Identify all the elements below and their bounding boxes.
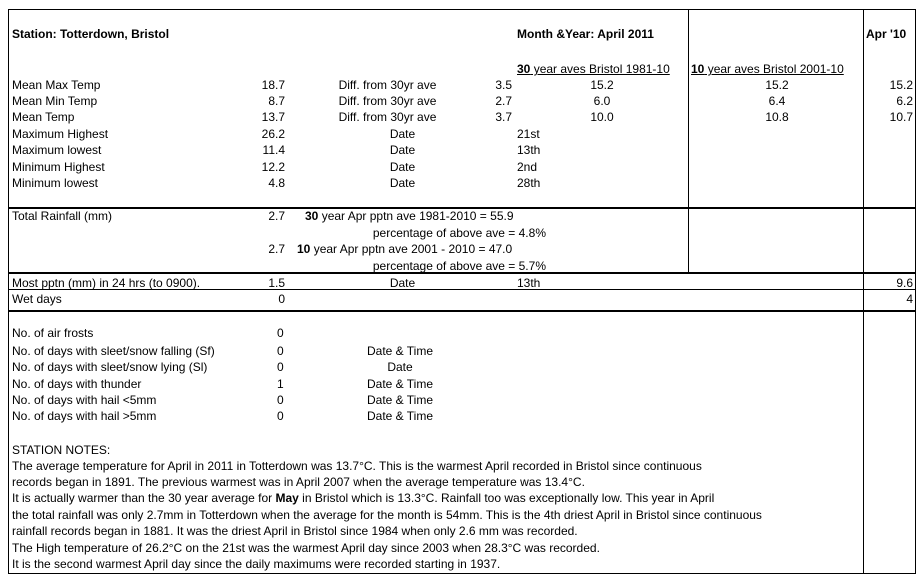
temp-label: Mean Temp: [12, 110, 75, 124]
temp-ave30: 6.0: [593, 94, 611, 108]
rain-value-2: 2.7: [268, 242, 285, 256]
days-mid: Date & Time: [366, 344, 434, 358]
temp-diff: 2.7: [495, 94, 512, 108]
temp-date: 21st: [517, 127, 540, 141]
temp-apr10: 10.7: [889, 110, 913, 124]
border-right: [915, 9, 916, 573]
temp-value: 18.7: [261, 78, 285, 92]
temp-label: Maximum lowest: [12, 143, 102, 157]
rain-ave30: [305, 209, 514, 223]
days-value: 0: [277, 393, 284, 407]
days-label: No. of days with hail <5mm: [12, 393, 157, 407]
temp-value: 13.7: [261, 110, 285, 124]
temp-mid: Diff. from 30yr ave: [338, 78, 437, 92]
temp-label: Mean Max Temp: [12, 78, 101, 92]
apr10-header: Apr '10: [866, 27, 907, 41]
temp-ave10: 6.4: [768, 94, 786, 108]
notes-line-6: The High temperature of 26.2°C on the 21st was the warmest April day since 2003 when 28.3°C was recorded.: [12, 541, 600, 555]
border-bottom: [8, 573, 916, 574]
days-label: No. of days with hail >5mm: [12, 409, 157, 423]
days-mid: Date & Time: [366, 393, 434, 407]
rain-ave10-years: 10: [297, 242, 311, 256]
temp-diff: 3.7: [495, 110, 512, 124]
border-left: [8, 9, 9, 573]
temp-label: Maximum Highest: [12, 127, 109, 141]
temp-mid: Diff. from 30yr ave: [338, 94, 437, 108]
temp-diff: 3.5: [495, 78, 512, 92]
ave10-header-text: year aves Bristol 2001-10: [704, 62, 844, 76]
temp-ave30: 15.2: [590, 78, 614, 92]
days-value: 0: [277, 344, 284, 358]
rain-ave30-years: 30: [305, 209, 319, 223]
temp-apr10: 15.2: [889, 78, 913, 92]
days-label: No. of days with sleet/snow lying (Sl): [12, 360, 208, 374]
divider-days-top: [8, 310, 916, 312]
wet-days-apr10: 4: [906, 292, 913, 306]
pptn-label: Most pptn (mm) in 24 hrs (to 0900).: [12, 276, 201, 290]
rain-label: Total Rainfall (mm): [12, 209, 113, 223]
days-value: 1: [277, 377, 284, 391]
temp-date: 13th: [517, 143, 541, 157]
days-label: No. of days with sleet/snow falling (Sf): [12, 344, 215, 358]
station-title: Station: Totterdown, Bristol: [12, 27, 170, 41]
temp-label: Mean Min Temp: [12, 94, 98, 108]
ave10-header-years: 10: [691, 62, 705, 76]
temp-mid: Date: [389, 127, 416, 141]
temp-ave10: 10.8: [765, 110, 789, 124]
pptn-value: 1.5: [268, 276, 285, 290]
temp-value: 8.7: [268, 94, 285, 108]
temp-mid: Date: [389, 143, 416, 157]
rain-ave10: [297, 242, 512, 256]
ave10-header: [691, 62, 844, 76]
days-value: 0: [277, 360, 284, 374]
pptn-mid: Date: [389, 276, 416, 290]
notes-line-3-end: in Bristol which is 13.3°C. Rainfall too was exceptionally low. This year in April: [298, 491, 715, 505]
notes-line-3-month: May: [275, 491, 299, 505]
temp-value: 11.4: [262, 143, 285, 157]
days-mid: Date: [387, 360, 413, 374]
ave30-header: [517, 62, 670, 76]
ave30-header-text: year aves Bristol 1981-10: [530, 62, 670, 76]
temp-apr10: 6.2: [896, 94, 913, 108]
rain-value-1: 2.7: [268, 209, 285, 223]
temp-value: 12.2: [261, 160, 285, 174]
temp-ave30: 10.0: [590, 110, 614, 124]
rain-ave10-text: year Apr pptn ave 2001 - 2010 = 47.0: [310, 242, 513, 256]
border-top: [8, 9, 916, 10]
days-label: No. of days with thunder: [12, 377, 142, 391]
days-mid: Date & Time: [366, 409, 434, 423]
temp-mid: Date: [389, 176, 416, 190]
temp-date: 28th: [517, 176, 541, 190]
divider-apr10-left: [863, 9, 864, 573]
temp-mid: Date: [389, 160, 416, 174]
temp-label: Minimum Highest: [12, 160, 105, 174]
days-value: 0: [277, 409, 284, 423]
notes-line-2: records began in 1891. The previous warmest was in April 2007 when the average temperature was 13.4°C.: [12, 475, 585, 489]
pptn-apr10: 9.6: [896, 276, 913, 290]
rain-pct-1: percentage of above ave = 4.8%: [372, 226, 546, 240]
notes-line-3-start: It is actually warmer than the 30 year average for: [12, 491, 276, 505]
wet-days-label: Wet days: [12, 292, 62, 306]
temp-label: Minimum lowest: [12, 176, 99, 190]
temp-mid: Diff. from 30yr ave: [338, 110, 437, 124]
rain-pct-2: percentage of above ave = 5.7%: [372, 259, 546, 273]
days-mid: Date & Time: [366, 377, 434, 391]
notes-line-5: rainfall records began in 1881. It was the driest April in Bristol since 1984 when only 2.6 mm was recorded.: [12, 524, 578, 538]
days-label: No. of air frosts: [12, 326, 94, 340]
temp-value: 26.2: [261, 127, 285, 141]
notes-line-4: the total rainfall was only 2.7mm in Totterdown when the average for the month is 54mm. This is the 4th driest April in Bristol since continuous: [12, 508, 762, 522]
temp-value: 4.8: [268, 176, 285, 190]
temp-date: 2nd: [517, 160, 538, 174]
notes-line-3: [12, 491, 714, 505]
notes-line-7: It is the second warmest April day since the daily maximums were recorded starting in 1937.: [12, 557, 501, 571]
month-year-title: Month &Year: April 2011: [517, 27, 654, 41]
pptn-date: 13th: [517, 276, 541, 290]
wet-days-value: 0: [278, 292, 285, 306]
notes-title: STATION NOTES:: [12, 443, 111, 457]
temp-ave10: 15.2: [765, 78, 789, 92]
notes-line-1: The average temperature for April in 2011 in Totterdown was 13.7°C. This is the warmest April recorded in Bristol since continuous: [12, 459, 702, 473]
divider-ave10-left: [688, 9, 689, 273]
ave30-header-years: 30: [517, 62, 531, 76]
rain-ave30-text: year Apr pptn ave 1981-2010 = 55.9: [318, 209, 514, 223]
days-value: 0: [277, 326, 284, 340]
